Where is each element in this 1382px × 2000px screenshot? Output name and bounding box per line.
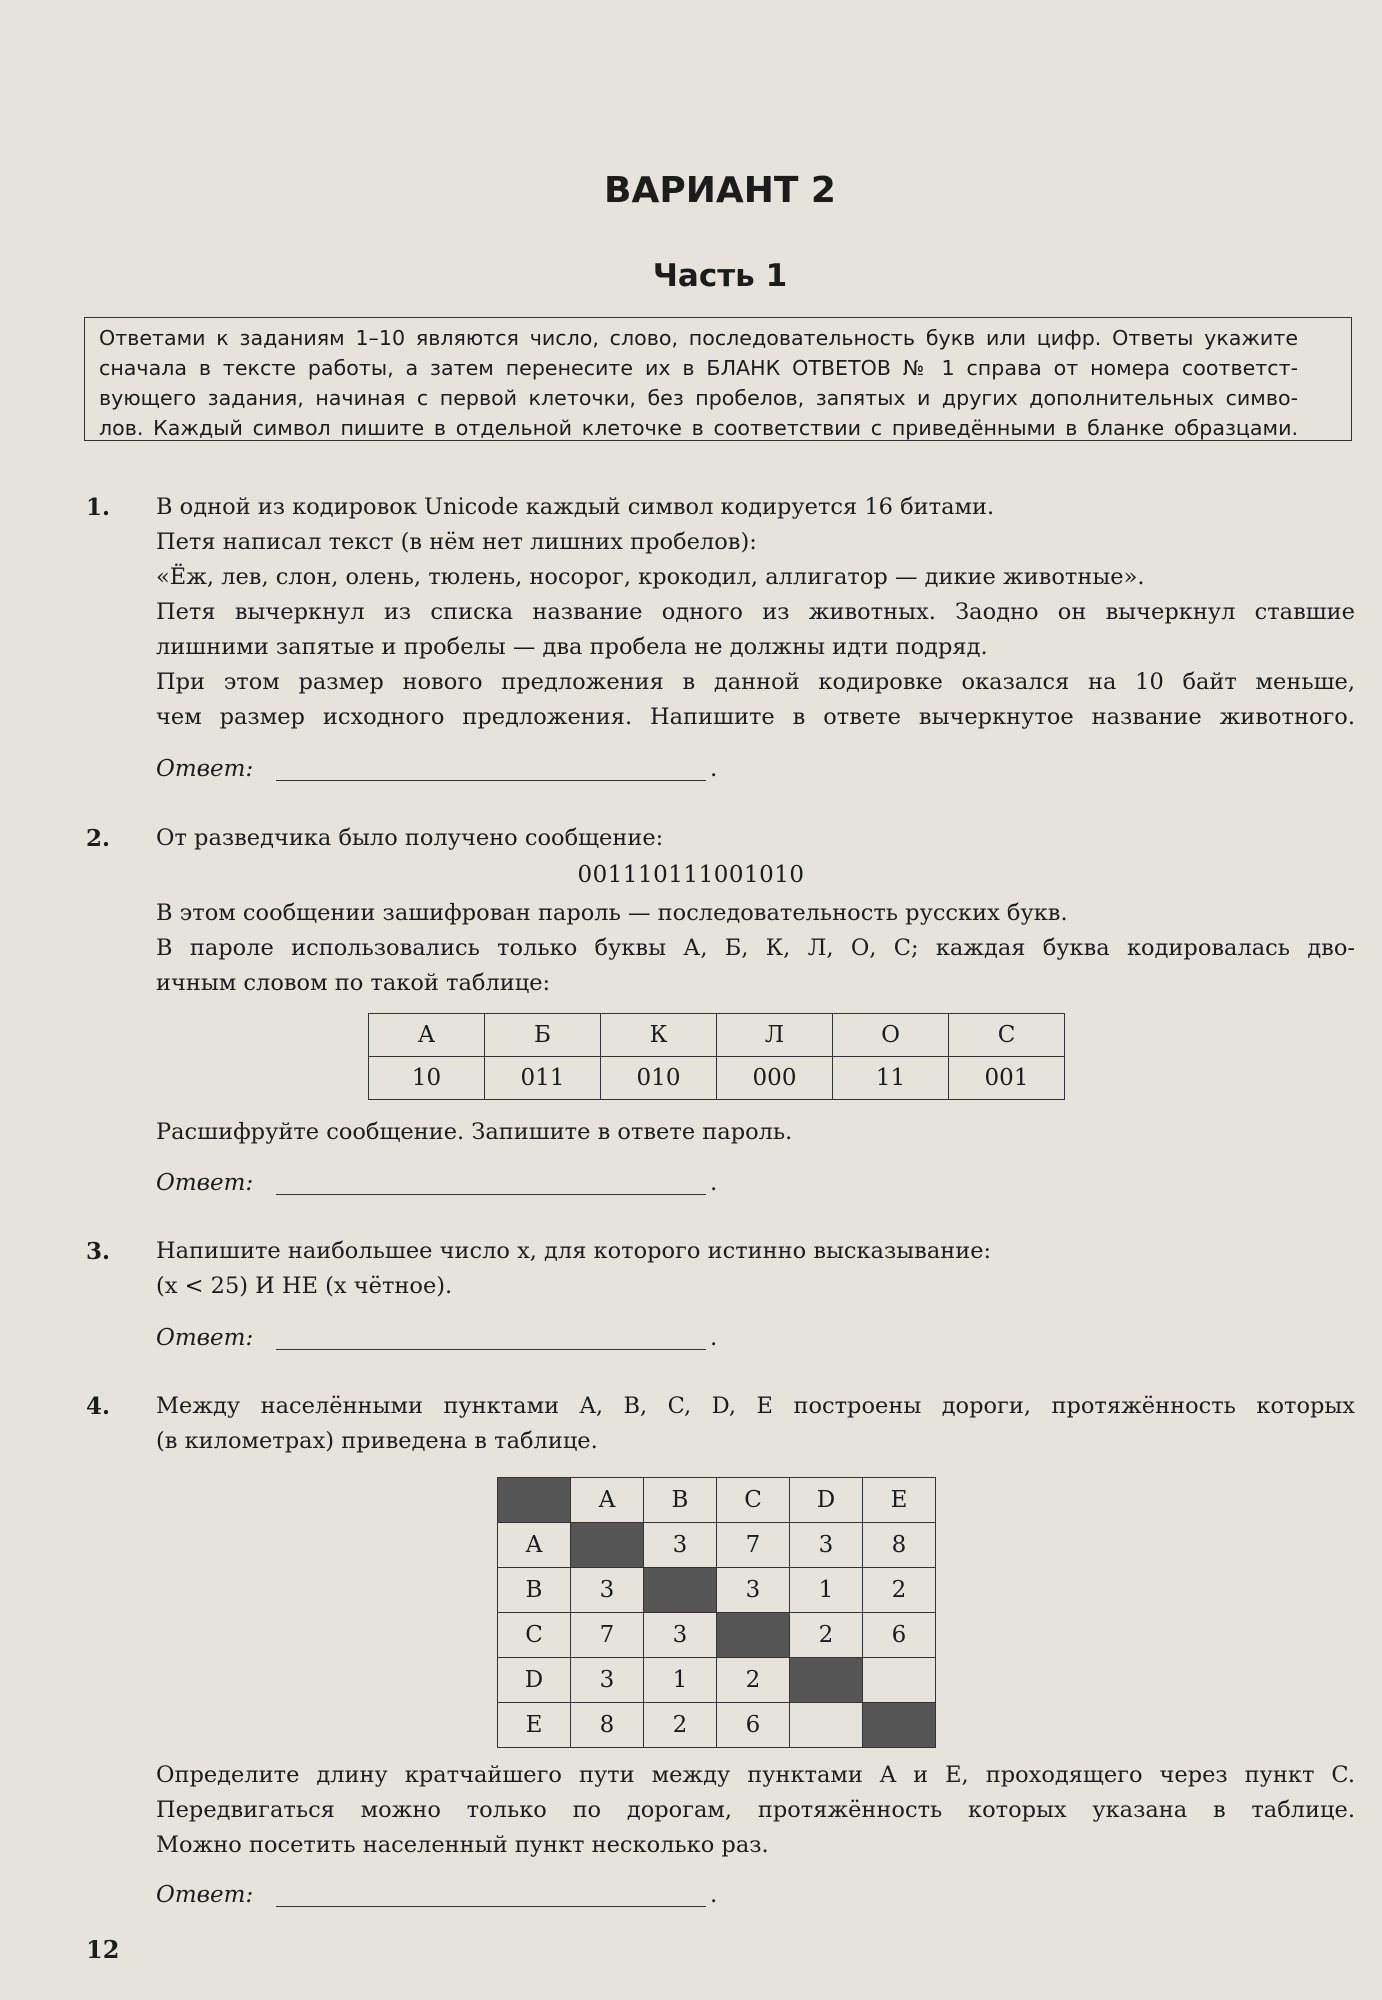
roads-table-cell: 3 — [717, 1568, 790, 1613]
encoded-message: 001110111001010 — [577, 862, 805, 888]
code-table-cell: 10 — [369, 1057, 485, 1100]
task-2-text: ичным словом по такой таблице: — [156, 970, 551, 996]
variant-title: ВАРИАНТ 2 — [604, 170, 836, 211]
roads-table-cell: 8 — [571, 1703, 644, 1748]
task-3-answer-label: Ответ: — [156, 1325, 254, 1351]
roads-table-cell: 3 — [571, 1658, 644, 1703]
task-1-answer-label: Ответ: — [156, 756, 254, 782]
roads-table-cell: 6 — [863, 1613, 936, 1658]
roads-table-header: D — [790, 1478, 863, 1523]
roads-table-row-label: E — [498, 1703, 571, 1748]
code-table-cell: К — [601, 1014, 717, 1057]
code-table-cell: 001 — [949, 1057, 1065, 1100]
code-table-cell: Л — [717, 1014, 833, 1057]
code-table-cell: 000 — [717, 1057, 833, 1100]
task-1-text: чем размер исходного предложения. Напишите в ответе вычеркнутое название животного. — [156, 704, 1355, 730]
code-table-cell: 010 — [601, 1057, 717, 1100]
task-1-number: 1. — [86, 494, 111, 521]
task-1-text: Петя написал текст (в нём нет лишних пробелов): — [156, 529, 757, 555]
roads-table-cell: 1 — [644, 1658, 717, 1703]
roads-table-row-label: D — [498, 1658, 571, 1703]
roads-table-row-label: C — [498, 1613, 571, 1658]
roads-table — [497, 1477, 936, 1748]
task-4-answer-label: Ответ: — [156, 1882, 254, 1908]
task-2-answer-label: Ответ: — [156, 1170, 254, 1196]
roads-table-header: C — [717, 1478, 790, 1523]
task-4-text: Можно посетить населенный пункт несколько раз. — [156, 1832, 769, 1858]
code-table-cell: 11 — [833, 1057, 949, 1100]
roads-table-row-label: A — [498, 1523, 571, 1568]
roads-table-cell: 1 — [790, 1568, 863, 1613]
task-4-text: Определите длину кратчайшего пути между пунктами A и E, проходящего через пункт C. — [156, 1762, 1355, 1788]
code-table-letters-row — [369, 1014, 1065, 1057]
task-1-text: лишними запятые и пробелы — два пробела не должны идти подряд. — [156, 634, 988, 660]
instructions-line: вующего задания, начиная с первой клеточки, без пробелов, запятых и других дополнительных симво- — [99, 386, 1298, 410]
roads-table-row-label: B — [498, 1568, 571, 1613]
instructions-line: Ответами к заданиям 1–10 являются число, слово, последовательность букв или цифр. Ответы укажите — [99, 326, 1298, 350]
task-4-text: Передвигаться можно только по дорогам, протяжённость которых указана в таблице. — [156, 1797, 1355, 1823]
roads-table-cell — [790, 1703, 863, 1748]
roads-table-cell: 3 — [644, 1523, 717, 1568]
code-table-cell: О — [833, 1014, 949, 1057]
answer-dot: . — [710, 756, 718, 782]
task-1-text: «Ёж, лев, слон, олень, тюлень, носорог, крокодил, аллигатор — дикие животные». — [156, 564, 1145, 590]
task-2-answer-field[interactable] — [276, 1172, 706, 1195]
task-1-text: Петя вычеркнул из списка название одного из животных. Заодно он вычеркнул ставшие — [156, 599, 1355, 625]
roads-table-cell — [790, 1658, 863, 1703]
roads-table-cell: 3 — [644, 1613, 717, 1658]
task-2-text: Расшифруйте сообщение. Запишите в ответе пароль. — [156, 1119, 793, 1145]
instructions-line: лов. Каждый символ пишите в отдельной клеточке в соответствии с приведёнными в бланке образцами. — [99, 416, 1298, 440]
roads-table-cell: 7 — [571, 1613, 644, 1658]
roads-table-cell: 7 — [717, 1523, 790, 1568]
instructions-line: сначала в тексте работы, а затем перенесите их в БЛАНК ОТВЕТОВ № 1 справа от номера соответст- — [99, 356, 1298, 380]
task-2-number: 2. — [86, 825, 111, 852]
task-3-answer-field[interactable] — [276, 1327, 706, 1350]
roads-table-row — [498, 1658, 936, 1703]
answer-dot: . — [710, 1882, 718, 1908]
task-3-number: 3. — [86, 1238, 111, 1265]
code-table-cell: С — [949, 1014, 1065, 1057]
roads-table-row — [498, 1568, 936, 1613]
roads-table-cell — [644, 1568, 717, 1613]
task-4-answer-field[interactable] — [276, 1884, 706, 1907]
answer-dot: . — [710, 1325, 718, 1351]
task-4-number: 4. — [86, 1393, 111, 1420]
roads-table-cell: 8 — [863, 1523, 936, 1568]
task-1-text: При этом размер нового предложения в данной кодировке оказался на 10 байт меньше, — [156, 669, 1355, 695]
roads-table-cell: 2 — [863, 1568, 936, 1613]
roads-table-cell — [571, 1523, 644, 1568]
task-4-text: Между населёнными пунктами A, B, C, D, E построены дороги, протяжённость которых — [156, 1393, 1355, 1419]
roads-table-header: B — [644, 1478, 717, 1523]
roads-table-row — [498, 1703, 936, 1748]
roads-table-cell — [717, 1613, 790, 1658]
roads-table-row — [498, 1613, 936, 1658]
roads-table-cell: 2 — [644, 1703, 717, 1748]
roads-table-cell: 3 — [790, 1523, 863, 1568]
roads-table-row — [498, 1523, 936, 1568]
instructions-box — [84, 317, 1352, 441]
roads-table-cell — [863, 1703, 936, 1748]
task-1-text: В одной из кодировок Unicode каждый символ кодируется 16 битами. — [156, 494, 995, 520]
task-2-text: В пароле использовались только буквы А, Б, К, Л, О, С; каждая буква кодировалась дво- — [156, 935, 1355, 961]
answer-dot: . — [710, 1170, 718, 1196]
code-table-cell: Б — [485, 1014, 601, 1057]
code-table — [368, 1013, 1065, 1100]
roads-table-header: A — [571, 1478, 644, 1523]
roads-table-cell: 6 — [717, 1703, 790, 1748]
roads-table-cell: 2 — [717, 1658, 790, 1703]
roads-table-cell: 2 — [790, 1613, 863, 1658]
task-2-text: В этом сообщении зашифрован пароль — последовательность русских букв. — [156, 900, 1068, 926]
task-4-text: (в километрах) приведена в таблице. — [156, 1428, 598, 1454]
task-1-answer-field[interactable] — [276, 758, 706, 781]
task-2-text: От разведчика было получено сообщение: — [156, 825, 664, 851]
roads-table-cell: 3 — [571, 1568, 644, 1613]
roads-table-header: E — [863, 1478, 936, 1523]
roads-table-cell — [863, 1658, 936, 1703]
roads-table-corner — [498, 1478, 571, 1523]
code-table-codes-row — [369, 1057, 1065, 1100]
task-3-expression: (x < 25) И НЕ (x чётное). — [156, 1273, 453, 1299]
task-3-text: Напишите наибольшее число x, для которого истинно высказывание: — [156, 1238, 992, 1264]
part-title: Часть 1 — [652, 258, 788, 294]
roads-table-header-row — [498, 1478, 936, 1523]
page-number: 12 — [86, 1935, 120, 1964]
code-table-cell: А — [369, 1014, 485, 1057]
code-table-cell: 011 — [485, 1057, 601, 1100]
